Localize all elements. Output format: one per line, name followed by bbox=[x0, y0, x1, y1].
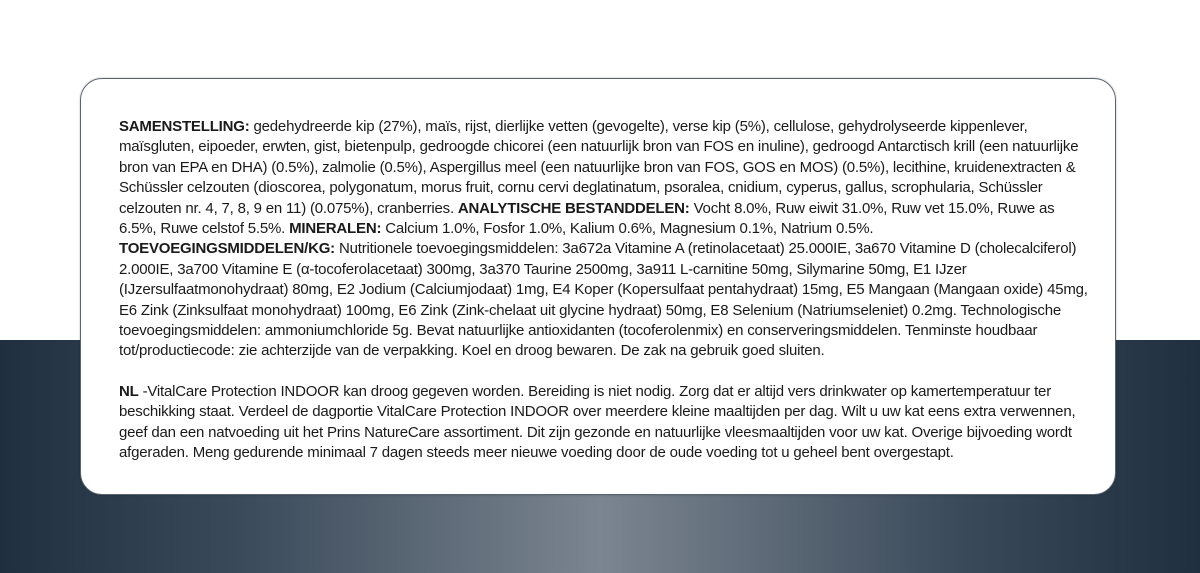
samenstelling-text: gedehydreerde kip (27%), maïs, rijst, dierlijke vetten (gevogelte), verse kip (5%), cellulose, gehydrolyseerde kippenlever, maïsgluten, eipoeder, erwten, gist, bietenpulp, gedroogde chicorei (een natuurlijk bron van FOS en inuline), gedroogd Antarctisch krill (een natuurlijke bron van EPA en DHA) (0.5%), zalmolie (0.5%), Aspergillus meel (een natuurlijke bron van FOS, GOS en MOS) (0.5%), lecithine, kruidenextracten & Schüssler celzouten (dioscorea, polygonatum, morus fruit, cornu cervi deglatinatum, psoralea, cnidium, cyperus, gallus, scrophularia, Schüssler celzouten nr. 4, 7, 8, 9 en 11) (0.075%), cranberries. bbox=[119, 118, 1079, 217]
label-card bbox=[80, 78, 1116, 495]
composition-paragraph bbox=[119, 117, 1089, 362]
analytische-heading: ANALYTISCHE BESTANDDELEN: bbox=[457, 199, 690, 217]
analytische-text: Vocht 8.0%, Ruw eiwit 31.0%, Ruw vet 15.0%, Ruwe as 6.5%, Ruwe celstof 5.5%. bbox=[119, 199, 1055, 238]
samenstelling-heading: SAMENSTELLING: bbox=[119, 118, 250, 135]
toevoegings-text: Nutritionele toevoegingsmiddelen: 3a672a Vitamine A (retinolacetaat) 25.000IE, 3a670 Vitamine D (cholecalciferol) 2.000IE, 3a700 Vitamine E (α-tocoferolacetaat) 300mg, 3a370 Taurine 2500mg, 3a911 L-carnitine 50mg, Silymarine 50mg, E1 IJzer (IJzersulfaatmonohydraat) 80mg, E2 Jodium (Calciumjodaat) 1mg, E4 Koper (Kopersulfaat pentahydraat) 15mg, E5 Mangaan (Mangaan oxide) 45mg, E6 Zink (Zinksulfaat monohydraat) 100mg, E6 Zink (Zink-chelaat uit glycine hydraat) 50mg, E8 Selenium (Natriumseleniet) 0.2mg. Technologische toevoegingsmiddelen: ammoniumchloride 5g. Bevat natuurlijke antioxidanten (tocoferolenmix) en conserveringsmiddelen. Tenminste houdbaar tot/productiecode: zie achterzijde van de verpakking. Koel en droog bewaren. De zak na gebruik goed sluiten. bbox=[119, 240, 1088, 360]
mineralen-heading: MINERALEN: bbox=[289, 220, 382, 238]
label-content bbox=[119, 117, 1089, 464]
nl-text: -VitalCare Protection INDOOR kan droog gegeven worden. Bereiding is niet nodig. Zorg dat er altijd vers drinkwater op kamertemperatuur ter beschikking staat. Verdeel de dagportie VitalCare Protection INDOOR over meerdere kleine maaltijden per dag. Wilt u uw kat eens extra verwennen, geef dan een natvoeding uit het Prins NatureCare assortiment. Dit zijn gezonde en natuurlijke vleesmaaltijden voor uw kat. Overige bijvoeding wordt afgeraden. Meng gedurende minimaal 7 dagen steeds meer nieuwe voeding door de oude voeding tot u geheel bent overgestapt. bbox=[119, 382, 1076, 462]
toevoegings-heading: TOEVOEGINGSMIDDELEN/KG: bbox=[119, 240, 335, 258]
mineralen-text: Calcium 1.0%, Fosfor 1.0%, Kalium 0.6%, Magnesium 0.1%, Natrium 0.5%. bbox=[381, 220, 874, 238]
nl-heading: NL bbox=[119, 382, 139, 400]
feeding-instructions-paragraph bbox=[119, 382, 1089, 464]
